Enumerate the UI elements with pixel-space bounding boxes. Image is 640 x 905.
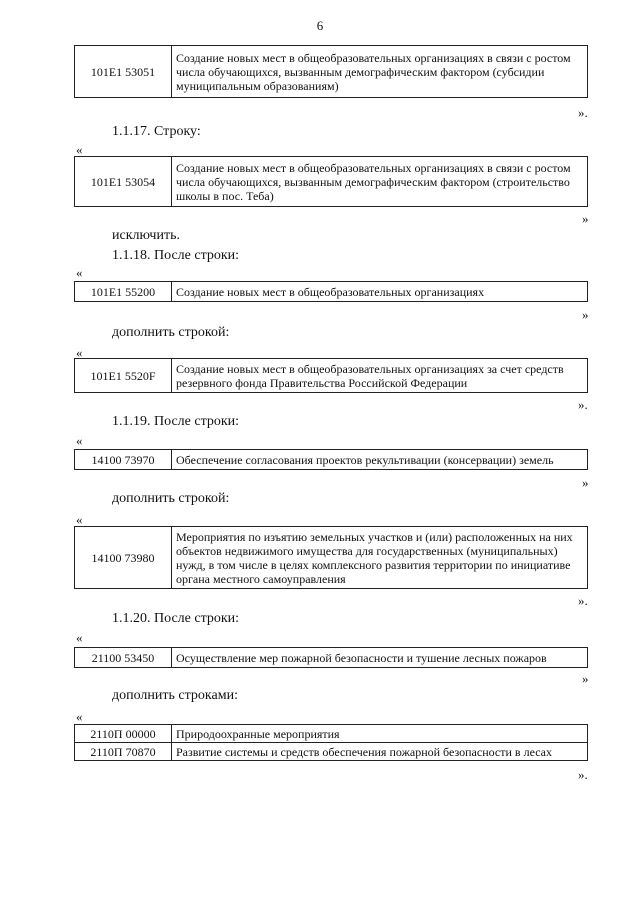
opening-quote: « bbox=[76, 630, 83, 645]
opening-quote: « bbox=[76, 709, 83, 724]
budget-description: Создание новых мест в общеобразовательных организациях в связи с ростом числа обучающихся, вызванным демографическим фактором (строительство школы в пос. Теба) bbox=[172, 157, 588, 207]
table-row bbox=[75, 157, 588, 207]
closing-quote: ». bbox=[578, 105, 588, 120]
budget-row-table bbox=[74, 281, 588, 302]
instruction-text: дополнить строками: bbox=[112, 688, 238, 703]
table-row bbox=[75, 359, 588, 393]
closing-quote: » bbox=[582, 475, 589, 490]
budget-code: 101Е1 53051 bbox=[75, 46, 172, 98]
section-heading: 1.1.20. После строки: bbox=[112, 611, 240, 626]
budget-code: 2110П 70870 bbox=[75, 743, 172, 761]
budget-code: 2110П 00000 bbox=[75, 725, 172, 743]
opening-quote: « bbox=[76, 142, 83, 157]
budget-description: Обеспечение согласования проектов рекультивации (консервации) земель bbox=[172, 450, 588, 470]
opening-quote: « bbox=[76, 433, 83, 448]
closing-quote: » bbox=[582, 307, 589, 322]
budget-row-table bbox=[74, 358, 588, 393]
closing-quote: ». bbox=[578, 767, 588, 782]
budget-description: Природоохранные мероприятия bbox=[172, 725, 588, 743]
section-heading: 1.1.17. Строку: bbox=[112, 124, 201, 139]
instruction-text: исключить. bbox=[112, 228, 180, 243]
budget-row-table bbox=[74, 156, 588, 207]
instruction-text: дополнить строкой: bbox=[112, 491, 230, 506]
budget-code: 21100 53450 bbox=[75, 648, 172, 668]
closing-quote: » bbox=[582, 671, 589, 686]
budget-rows-table bbox=[74, 724, 588, 761]
budget-code: 101Е1 55200 bbox=[75, 282, 172, 302]
budget-code: 14100 73980 bbox=[75, 527, 172, 589]
opening-quote: « bbox=[76, 265, 83, 280]
budget-code: 101Е1 5520F bbox=[75, 359, 172, 393]
budget-code: 14100 73970 bbox=[75, 450, 172, 470]
budget-row-table bbox=[74, 526, 588, 589]
section-heading: 1.1.19. После строки: bbox=[112, 414, 240, 429]
opening-quote: « bbox=[76, 345, 83, 360]
budget-row-table bbox=[74, 449, 588, 470]
closing-quote: ». bbox=[578, 397, 588, 412]
table-row bbox=[75, 725, 588, 743]
table-row bbox=[75, 46, 588, 98]
instruction-text: дополнить строкой: bbox=[112, 325, 230, 340]
budget-description: Создание новых мест в общеобразовательных организациях за счет средств резервного фонда Правительства Российской Федерации bbox=[172, 359, 588, 393]
section-heading: 1.1.18. После строки: bbox=[112, 248, 240, 263]
budget-code: 101Е1 53054 bbox=[75, 157, 172, 207]
closing-quote: » bbox=[582, 211, 589, 226]
table-row bbox=[75, 527, 588, 589]
table-row bbox=[75, 450, 588, 470]
page-number: 6 bbox=[316, 18, 324, 33]
budget-row-table bbox=[74, 647, 588, 668]
budget-description: Развитие системы и средств обеспечения пожарной безопасности в лесах bbox=[172, 743, 588, 761]
table-row bbox=[75, 282, 588, 302]
table-row bbox=[75, 743, 588, 761]
budget-description: Создание новых мест в общеобразовательных организациях bbox=[172, 282, 588, 302]
table-row bbox=[75, 648, 588, 668]
budget-description: Создание новых мест в общеобразовательных организациях в связи с ростом числа обучающихся, вызванным демографическим фактором (субсидии муниципальным образованиям) bbox=[172, 46, 588, 98]
budget-row-table bbox=[74, 45, 588, 98]
budget-description: Мероприятия по изъятию земельных участков и (или) расположенных на них объектов недвижимого имущества для государственных (муниципальных) нужд, в том числе в целях комплексного развития территории по инициативе органа местного самоуправления bbox=[172, 527, 588, 589]
closing-quote: ». bbox=[578, 593, 588, 608]
opening-quote: « bbox=[76, 512, 83, 527]
budget-description: Осуществление мер пожарной безопасности и тушение лесных пожаров bbox=[172, 648, 588, 668]
